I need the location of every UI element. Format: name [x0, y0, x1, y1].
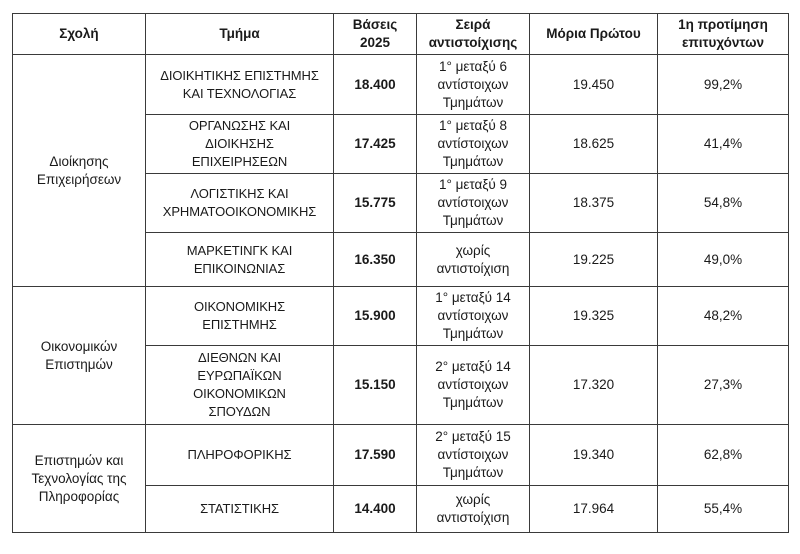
department-cell — [146, 287, 334, 346]
department-line: ΚΑΙ ΤΕΧΝΟΛΟΓΙΑΣ — [182, 85, 297, 101]
header-first-pref-line1: 1η προτίμηση — [678, 17, 768, 32]
header-school — [13, 14, 146, 55]
first-points-cell: 17.964 — [530, 486, 658, 533]
header-department-label: Τμήμα — [219, 26, 260, 41]
department-line: ΟΙΚΟΝΟΜΙΚΗΣ — [193, 299, 286, 314]
order-line: αντίστοιχων — [437, 136, 509, 151]
header-bases-line2: 2025 — [359, 35, 391, 50]
first-points-cell: 19.340 — [530, 425, 658, 486]
base-cell: 18.400 — [334, 55, 417, 115]
department-line: ΛΟΓΙΣΤΙΚΗΣ ΚΑΙ — [190, 186, 289, 201]
order-line: Τμημάτων — [442, 213, 504, 228]
first-points-cell: 18.625 — [530, 115, 658, 174]
order-line: αντιστοίχιση — [436, 260, 510, 276]
base-cell: 17.590 — [334, 425, 417, 486]
admission-bases-table — [12, 13, 789, 533]
school-name-line2: Επιστημών — [45, 356, 113, 372]
base-cell: 17.425 — [334, 115, 417, 174]
first-points-cell: 19.225 — [530, 233, 658, 287]
header-department — [146, 14, 334, 55]
order-line: 1° μεταξύ 9 — [438, 177, 508, 192]
base-cell: 15.775 — [334, 174, 417, 233]
department-line: ΠΛΗΡΟΦΟΡΙΚΗΣ — [187, 447, 292, 462]
school-cell — [13, 55, 146, 287]
header-first-points — [530, 14, 658, 55]
order-line: χωρίς — [455, 492, 491, 507]
department-line: ΕΥΡΩΠΑΪΚΩΝ — [197, 368, 282, 383]
department-cell — [146, 486, 334, 533]
order-cell — [417, 115, 530, 174]
department-line: ΟΙΚΟΝΟΜΙΚΩΝ — [193, 386, 286, 401]
order-cell — [417, 174, 530, 233]
order-line: 1° μεταξύ 6 — [438, 58, 508, 74]
order-line: Τμημάτων — [442, 94, 504, 110]
department-line: ΧΡΗΜΑΤΟΟΙΚΟΝΟΜΙΚΗΣ — [162, 204, 317, 219]
table-row — [13, 425, 789, 486]
department-line: ΕΠΙΧΕΙΡΗΣΕΩΝ — [191, 154, 288, 169]
order-line: 1° μεταξύ 8 — [438, 118, 508, 133]
order-cell — [417, 425, 530, 486]
order-line: αντίστοιχων — [437, 76, 509, 92]
order-line: αντιστοίχιση — [436, 510, 510, 525]
school-name-line2: Επιχειρήσεων — [36, 171, 122, 187]
header-order — [417, 14, 530, 55]
base-cell: 15.900 — [334, 287, 417, 346]
school-name-line1: Επιστημών και — [34, 452, 124, 468]
order-line: αντίστοιχων — [437, 308, 509, 323]
order-line: 2° μεταξύ 15 — [435, 429, 511, 444]
department-cell — [146, 346, 334, 425]
school-name-line2: Τεχνολογίας της — [31, 470, 127, 486]
base-cell: 15.150 — [334, 346, 417, 425]
department-line: ΔΙΟΙΚΗΣΗΣ — [205, 136, 274, 151]
school-name-line3: Πληροφορίας — [38, 488, 120, 504]
order-cell — [417, 346, 530, 425]
department-line: ΔΙΕΘΝΩΝ ΚΑΙ — [197, 350, 282, 365]
header-school-label: Σχολή — [59, 26, 99, 41]
department-cell — [146, 425, 334, 486]
department-line: ΜΑΡΚΕΤΙΝΓΚ ΚΑΙ — [186, 242, 293, 258]
header-bases-line1: Βάσεις — [352, 17, 398, 32]
first-points-cell: 19.450 — [530, 55, 658, 115]
order-cell — [417, 233, 530, 287]
base-cell: 16.350 — [334, 233, 417, 287]
department-line: ΟΡΓΑΝΩΣΗΣ ΚΑΙ — [188, 118, 291, 133]
order-cell — [417, 55, 530, 115]
department-line: ΣΤΑΤΙΣΤΙΚΗΣ — [200, 501, 279, 516]
department-line: ΕΠΙΚΟΙΝΩΝΙΑΣ — [193, 260, 286, 276]
header-first-pref — [658, 14, 789, 55]
header-row — [13, 14, 789, 55]
school-name-line1: Οικονομικών — [40, 338, 118, 354]
department-cell — [146, 233, 334, 287]
header-first-pref-line2: επιτυχόντων — [682, 35, 764, 50]
first-points-cell: 18.375 — [530, 174, 658, 233]
header-first-points-label: Μόρια Πρώτου — [546, 26, 641, 41]
first-pref-cell: 49,0% — [658, 233, 789, 287]
first-pref-cell: 48,2% — [658, 287, 789, 346]
order-line: Τμημάτων — [442, 154, 504, 169]
department-line: ΔΙΟΙΚΗΤΙΚΗΣ ΕΠΙΣΤΗΜΗΣ — [160, 67, 319, 83]
order-line: αντίστοιχων — [437, 377, 509, 392]
order-line: Τμημάτων — [442, 395, 504, 410]
department-line: ΣΠΟΥΔΩΝ — [208, 404, 271, 419]
base-cell: 14.400 — [334, 486, 417, 533]
school-name-line1: Διοίκησης — [49, 153, 109, 169]
order-line: 1° μεταξύ 14 — [435, 290, 511, 305]
first-pref-cell: 55,4% — [658, 486, 789, 533]
first-pref-cell: 27,3% — [658, 346, 789, 425]
department-cell — [146, 55, 334, 115]
order-cell — [417, 486, 530, 533]
order-line: αντίστοιχων — [437, 447, 509, 462]
header-order-line2: αντιστοίχισης — [428, 35, 518, 50]
school-cell — [13, 425, 146, 533]
order-line: Τμημάτων — [442, 326, 504, 341]
header-order-line1: Σειρά — [455, 17, 491, 32]
first-pref-cell: 41,4% — [658, 115, 789, 174]
order-line: Τμημάτων — [442, 465, 504, 480]
first-pref-cell: 99,2% — [658, 55, 789, 115]
table-row — [13, 55, 789, 115]
table-row — [13, 287, 789, 346]
order-cell — [417, 287, 530, 346]
department-cell — [146, 115, 334, 174]
first-points-cell: 17.320 — [530, 346, 658, 425]
order-line: αντίστοιχων — [437, 195, 509, 210]
first-pref-cell: 54,8% — [658, 174, 789, 233]
department-cell — [146, 174, 334, 233]
order-line: χωρίς — [455, 242, 491, 258]
first-points-cell: 19.325 — [530, 287, 658, 346]
school-cell — [13, 287, 146, 425]
first-pref-cell: 62,8% — [658, 425, 789, 486]
order-line: 2° μεταξύ 14 — [435, 359, 511, 374]
department-line: ΕΠΙΣΤΗΜΗΣ — [202, 317, 277, 332]
header-bases — [334, 14, 417, 55]
